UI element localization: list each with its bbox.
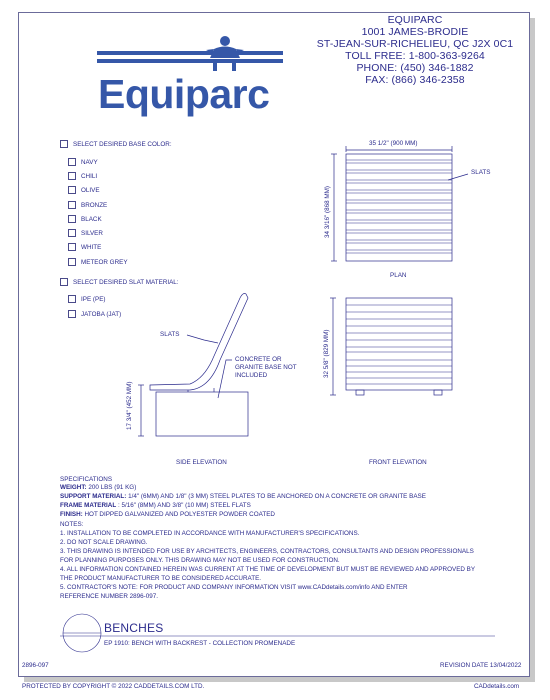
side-slats-leader: [187, 335, 218, 343]
footer-reference: 2896-097: [22, 662, 49, 669]
spec-key: SUPPORT MATERIAL:: [60, 493, 127, 500]
side-base-note: [235, 356, 297, 380]
note-line: 1. INSTALLATION TO BE COMPLETED IN ACCORDANCE WITH MANUFACTURER'S SPECIFICATIONS.: [60, 530, 360, 537]
footer-site-link[interactable]: CADdetails.com: [474, 683, 520, 690]
note-line: 5. CONTRACTOR'S NOTE: FOR PRODUCT AND COMPANY INFORMATION VISIT www.CADdetails.com/info AND ENTER: [60, 584, 408, 591]
note-line: 2. DO NOT SCALE DRAWING.: [60, 539, 148, 546]
side-elevation-title: SIDE ELEVATION: [176, 459, 227, 466]
option-label: OLIVE: [81, 186, 100, 194]
spec-value: HOT DIPPED GALVANIZED AND POLYESTER POWDER COATED: [82, 511, 275, 518]
plan-depth-label: 34 3/16" (868 MM): [324, 186, 331, 238]
spec-key: FINISH:: [60, 511, 83, 518]
slat-material-heading-label: SELECT DESIRED SLAT MATERIAL:: [73, 278, 179, 286]
option-label: WHITE: [81, 243, 102, 251]
option-label: METEOR GREY: [81, 258, 128, 266]
footer-subtitle: EP 1910: BENCH WITH BACKREST - COLLECTION PROMENADE: [104, 640, 296, 647]
note-line: 3. THIS DRAWING IS INTENDED FOR USE BY ARCHITECTS, ENGINEERS, CONTRACTORS, CONSULTANTS AND DESIGN PROFESSIONALS: [60, 548, 474, 555]
company-address-line2: ST-JEAN-SUR-RICHELIEU, QC J2X 0C1: [316, 38, 514, 50]
option-label: BLACK: [81, 215, 102, 223]
note-line: THE PRODUCT MANUFACTURER TO BE CONSIDERED ACCURATE.: [60, 575, 262, 582]
footer-copyright: PROTECTED BY COPYRIGHT © 2022 CADDETAILS.COM LTD.: [22, 683, 205, 690]
spec-support: [60, 493, 426, 501]
option-label: BRONZE: [81, 201, 108, 209]
option-label: JATOBA (JAT): [81, 310, 122, 318]
front-slat-lines: [346, 305, 452, 384]
plan-slats-label: SLATS: [471, 169, 491, 176]
side-elevation-view: [138, 294, 248, 437]
bench-profile: [150, 294, 248, 391]
front-foot-right: [434, 390, 442, 395]
plan-title: PLAN: [390, 272, 407, 279]
plan-slats-leader: [448, 174, 468, 180]
side-base-note-line: GRANITE BASE NOT: [235, 364, 297, 371]
option-label: IPE (PE): [81, 295, 106, 303]
note-line: REFERENCE NUMBER 2896-097.: [60, 593, 158, 600]
spec-key: WEIGHT:: [60, 484, 87, 491]
footer-revision-date: REVISION DATE 13/04/2022: [440, 662, 522, 669]
note-line: 4. ALL INFORMATION CONTAINED HEREIN WAS CURRENT AT THE TIME OF DEVELOPMENT BUT MUST BE REVIEWED AND APPROVED BY: [60, 566, 476, 573]
company-address-line1: 1001 JAMES-BRODIE: [361, 26, 469, 38]
spec-value: 1/4" (6MM) AND 1/8" (3 MM) STEEL PLATES TO BE ANCHORED ON A CONCRETE OR GRANITE BASE: [126, 493, 426, 500]
footer-title: BENCHES: [104, 621, 164, 635]
logo-wordmark: Equiparc: [98, 71, 270, 117]
front-foot-left: [356, 390, 364, 395]
side-slats-label: SLATS: [160, 331, 180, 338]
spec-weight: [60, 484, 136, 492]
note-line: FOR PLANNING PURPOSES ONLY. THIS DRAWING MAY NOT BE USED FOR CONSTRUCTION.: [60, 557, 340, 564]
company-phone: PHONE: (450) 346-1882: [356, 62, 474, 74]
plan-slat-lines: [346, 160, 452, 253]
company-tollfree: TOLL FREE: 1-800-363-9264: [345, 50, 485, 62]
side-height-label: 17 3/4" (452 MM): [126, 381, 133, 430]
front-elevation-title: FRONT ELEVATION: [369, 459, 427, 466]
notes-heading: NOTES:: [60, 521, 84, 528]
front-height-label: 32 5/8" (829 MM): [323, 329, 330, 378]
spec-value: : 5/16" (8MM) AND 3/8" (10 MM) STEEL FLATS: [116, 502, 251, 509]
company-fax: FAX: (866) 346-2358: [365, 74, 465, 86]
front-elevation-view: [330, 298, 452, 395]
spec-finish: [60, 511, 275, 519]
option-label: CHILI: [81, 172, 98, 180]
option-label: SILVER: [81, 229, 103, 237]
option-label: NAVY: [81, 158, 98, 166]
spec-key: FRAME MATERIAL: [60, 502, 117, 509]
side-base: [156, 392, 248, 436]
spec-value: 200 LBS (91 KG): [86, 484, 137, 491]
base-color-heading-label: SELECT DESIRED BASE COLOR:: [73, 140, 172, 148]
plan-width-label: 35 1/2" (900 MM): [369, 140, 418, 147]
plan-view: [331, 146, 468, 261]
side-base-note-line: CONCRETE OR: [235, 356, 282, 363]
side-base-note-line: INCLUDED: [235, 372, 268, 379]
specs-heading: SPECIFICATIONS: [60, 476, 113, 483]
company-name: EQUIPARC: [387, 14, 443, 26]
spec-frame: [60, 502, 251, 510]
